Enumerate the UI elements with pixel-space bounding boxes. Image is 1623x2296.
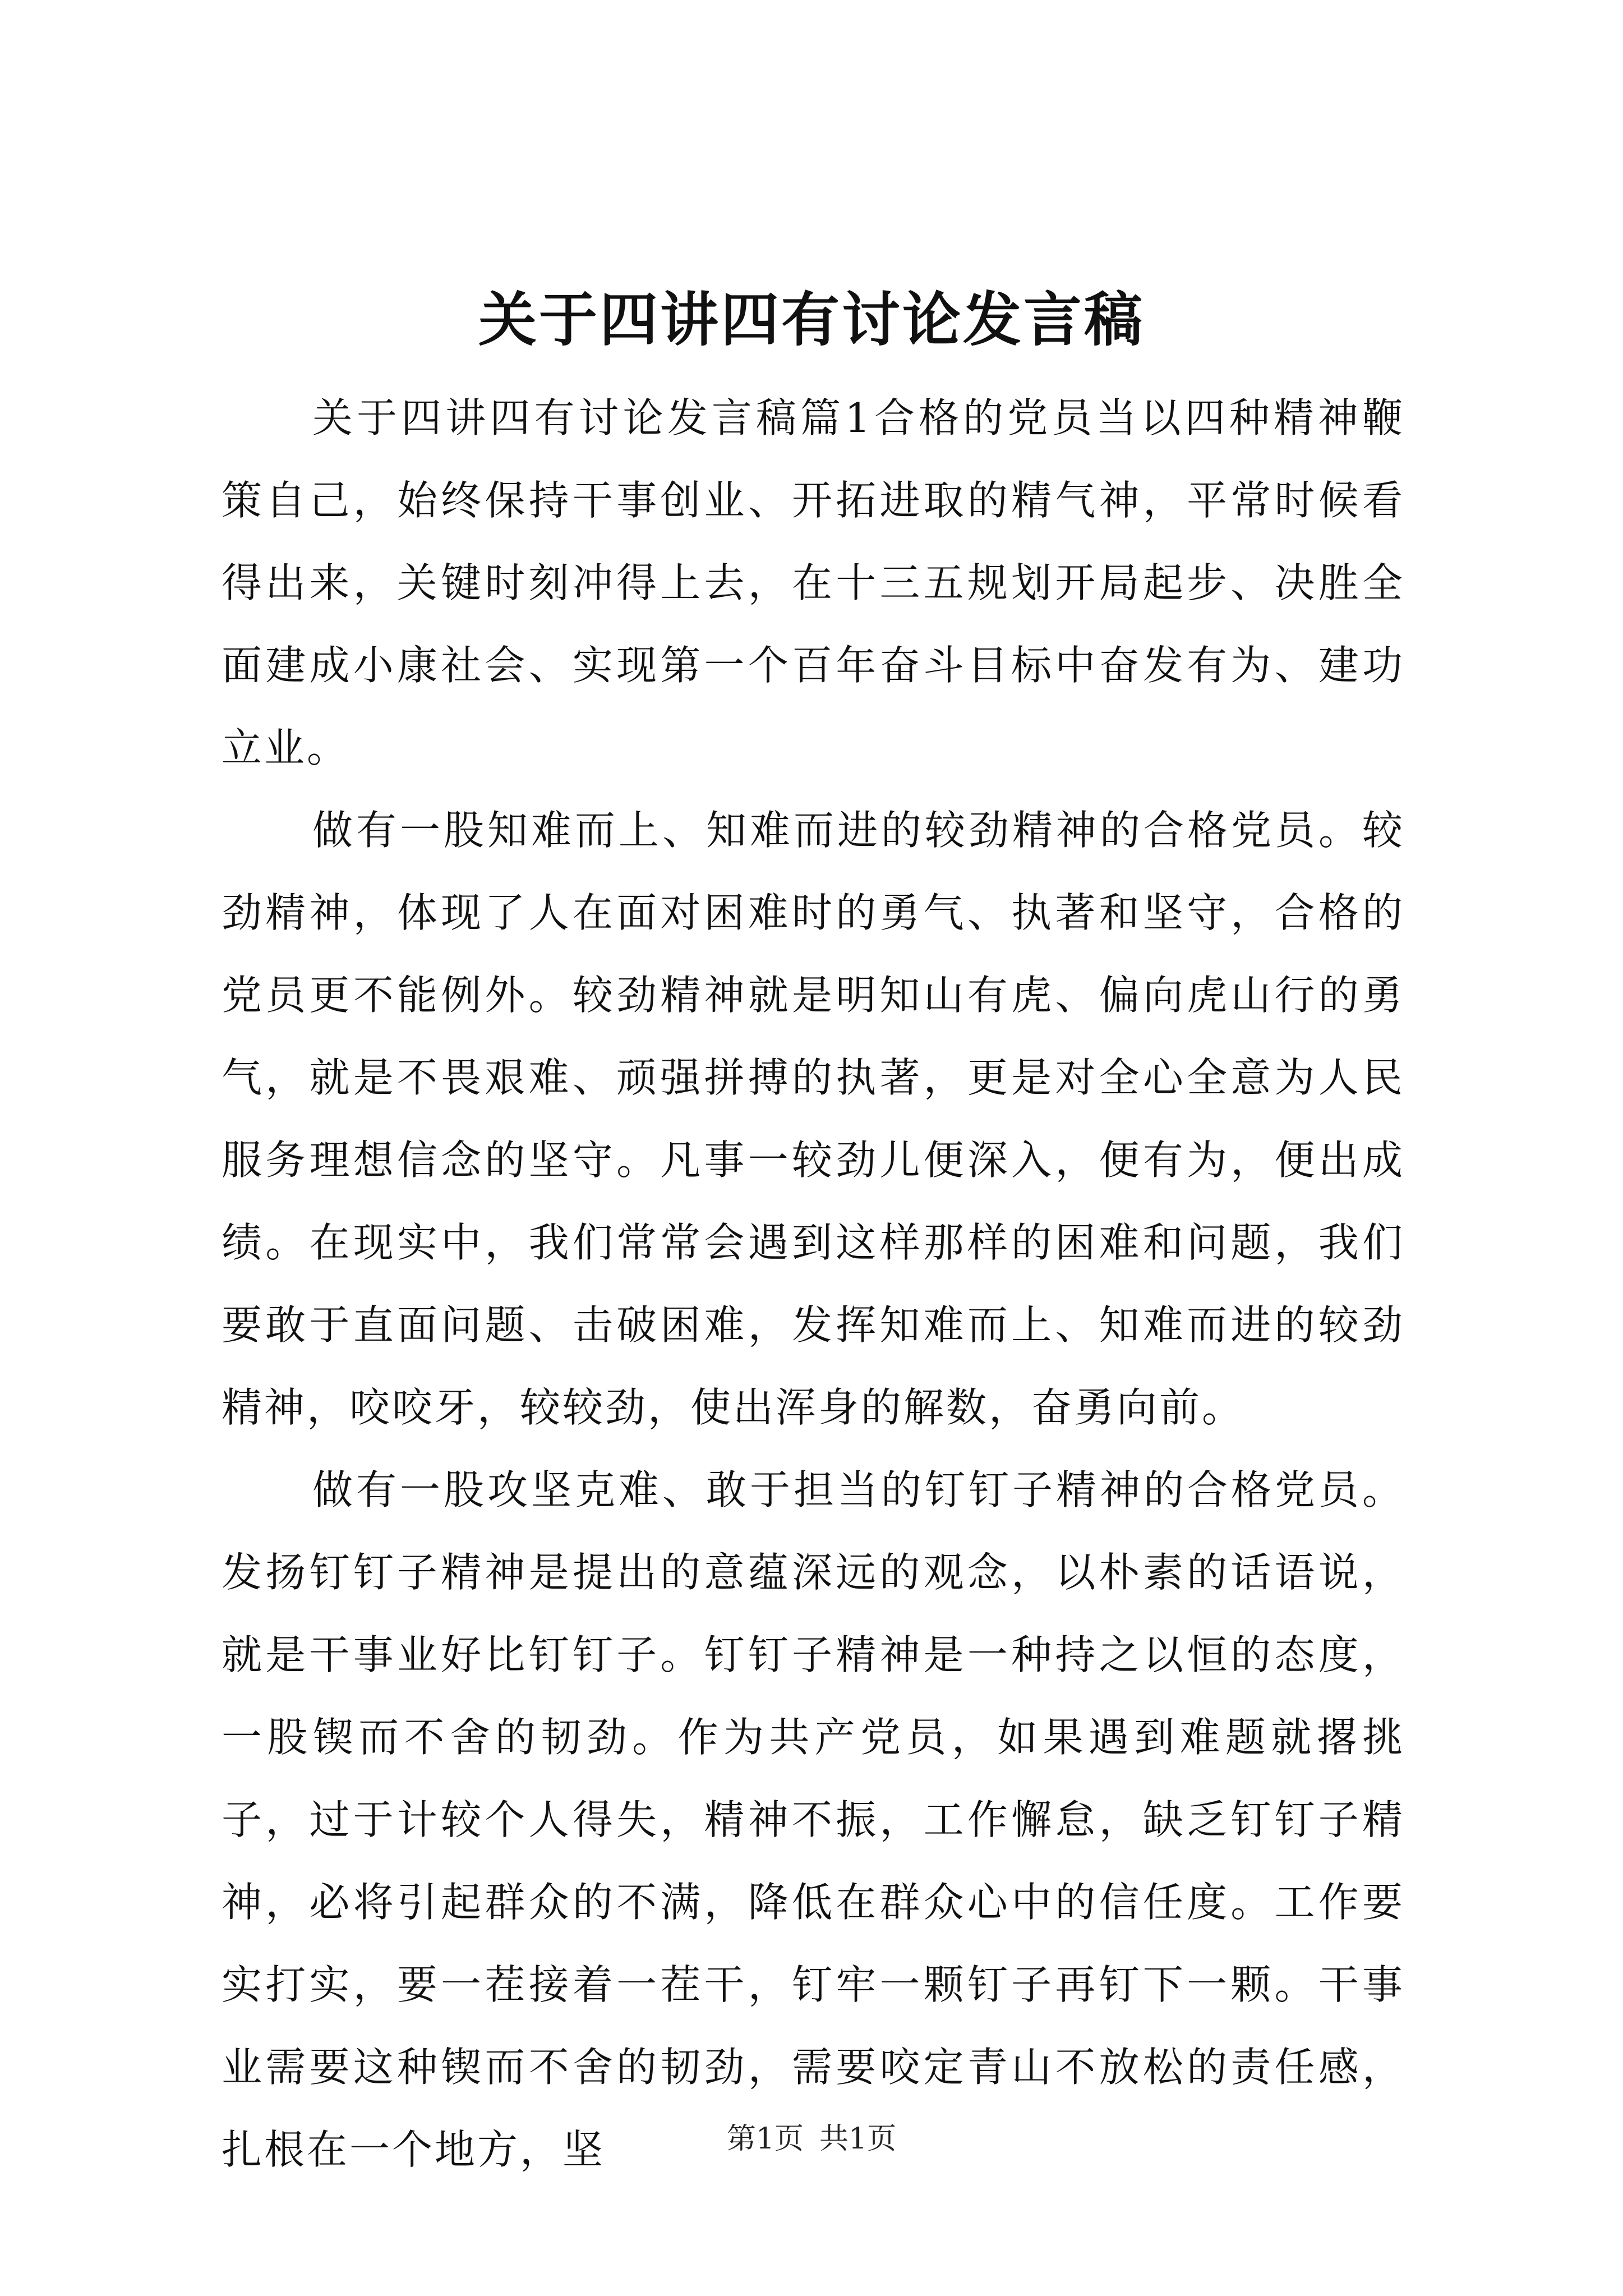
page-total: 共1页 xyxy=(819,2122,897,2156)
document-body xyxy=(222,377,1405,2191)
paragraph-1: 关于四讲四有讨论发言稿篇1合格的党员当以四种精神鞭策自己，始终保持干事创业、开拓进取的精气神，平常时候看得出来，关键时刻冲得上去，在十三五规划开局起步、决胜全面建成小康社会、实现第一个百年奋斗目标中奋发有为、建功立业。 xyxy=(222,394,1405,771)
page-footer xyxy=(0,2119,1623,2159)
page-number: 第1页 xyxy=(726,2122,804,2156)
document-title: 关于四讲四有讨论发言稿 xyxy=(478,285,1145,354)
paragraph-2: 做有一股知难而上、知难而进的较劲精神的合格党员。较劲精神，体现了人在面对困难时的勇气、执著和坚守，合格的党员更不能例外。较劲精神就是明知山有虎、偏向虎山行的勇气，就是不畏艰难、顽强拼搏的执著，更是对全心全意为人民服务理想信念的坚守。凡事一较劲儿便深入，便有为，便出成绩。在现实中，我们常常会遇到这样那样的困难和问题，我们要敢于直面问题、击破困难，发挥知难而上、知难而进的较劲精神，咬咬牙，较较劲，使出浑身的解数，奋勇向前。 xyxy=(222,807,1405,1431)
paragraph-3: 做有一股攻坚克难、敢于担当的钉钉子精神的合格党员。发扬钉钉子精神是提出的意蕴深远的观念，以朴素的话语说，就是干事业好比钉钉子。钉钉子精神是一种持之以恒的态度，一股锲而不舍的韧劲。作为共产党员，如果遇到难题就撂挑子，过于计较个人得失，精神不振，工作懈怠，缺乏钉钉子精神，必将引起群众的不满，降低在群众心中的信任度。工作要实打实，要一茬接着一茬干，钉牢一颗钉子再钉下一颗。干事业需要这种锲而不舍的韧劲，需要咬定青山不放松的责任感，扎根在一个地方，坚 xyxy=(222,1466,1405,2173)
